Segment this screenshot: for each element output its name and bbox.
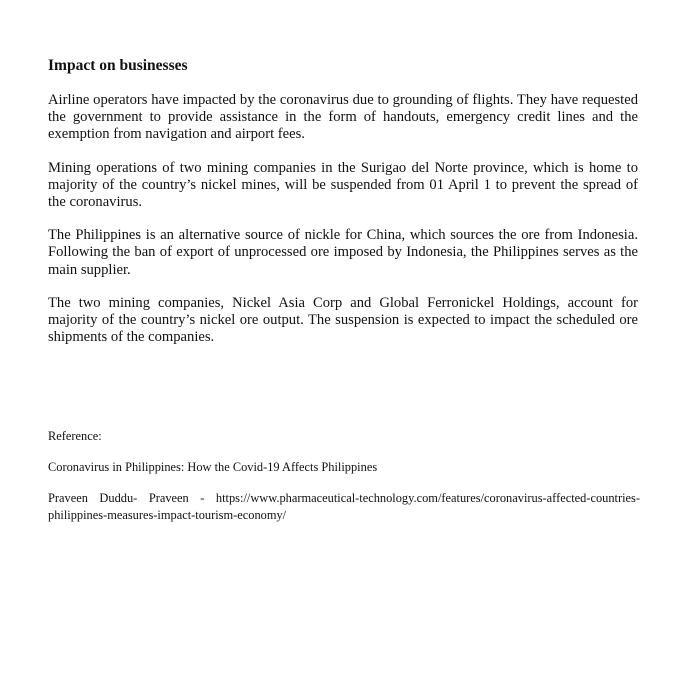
paragraph-mining-suspension: Mining operations of two mining companies in the Surigao del Norte province, which is home to majority of the country’s nickel mines, will be suspended from 01 April 1 to prevent the spread of the coronavirus. (48, 159, 638, 211)
document-body (48, 56, 638, 362)
reference-source: Praveen Duddu- Praveen - https://www.pharmaceutical-technology.com/features/coronavirus-affected-countries-philippines-measures-impact-tourism-economy/ (48, 491, 640, 522)
paragraph-airlines: Airline operators have impacted by the coronavirus due to grounding of flights. They have requested the government to provide assistance in the form of handouts, emergency credit lines and the exemption from navigation and airport fees. (48, 92, 638, 143)
paragraph-nickel-supply: The Philippines is an alternative source of nickle for China, which sources the ore from Indonesia. Following the ban of export of unprocessed ore imposed by Indonesia, the Philippines serves as the main supplier. (48, 227, 638, 278)
section-heading: Impact on businesses (48, 57, 188, 74)
reference-section (48, 428, 640, 538)
paragraph-mining-companies: The two mining companies, Nickel Asia Corp and Global Ferronickel Holdings, account for majority of the country’s nickel ore output. The suspension is expected to impact the scheduled ore shipments of the companies. (48, 294, 638, 346)
reference-title: Coronavirus in Philippines: How the Covid-19 Affects Philippines (48, 460, 378, 474)
reference-label: Reference: (48, 429, 102, 443)
